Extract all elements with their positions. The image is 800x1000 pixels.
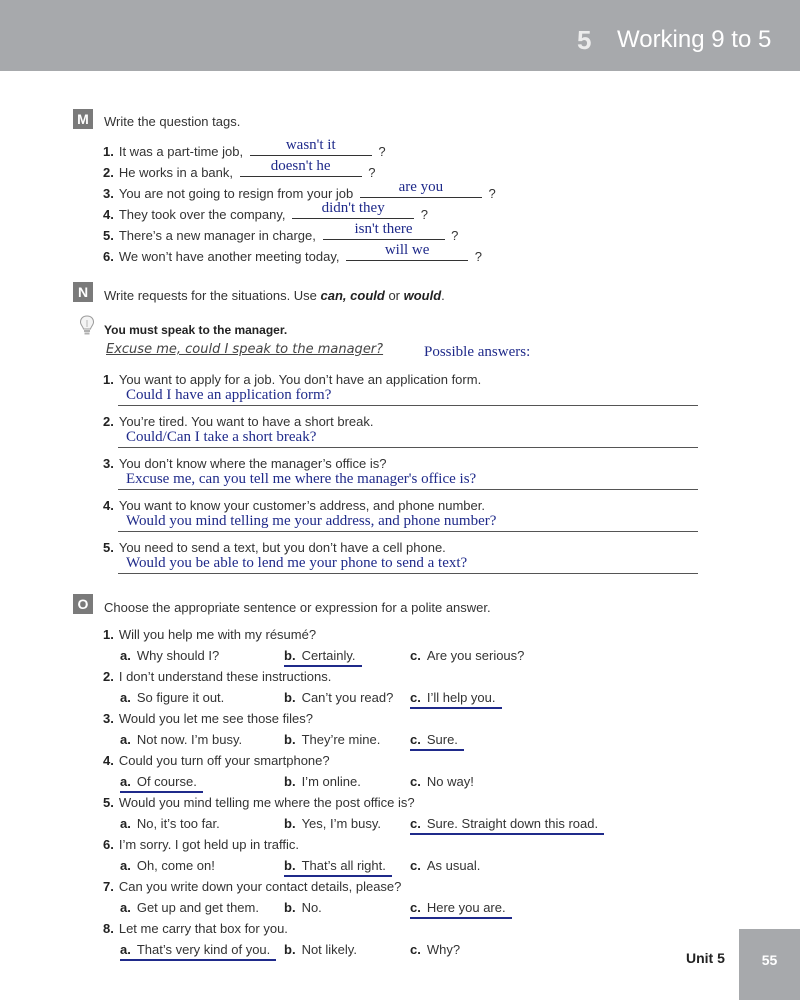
o-6-option-b[interactable]: b. That’s all right. bbox=[284, 858, 392, 877]
o-question-6: 6. I’m sorry. I got held up in traffic. bbox=[103, 837, 299, 852]
m-item-2: 2. He works in a bank, doesn't he ? bbox=[103, 158, 376, 180]
n-answer-line-5[interactable]: Would you be able to lend me your phone to send a text? bbox=[118, 556, 698, 574]
section-n-instruction: Write requests for the situations. Use can, could or would. bbox=[104, 288, 445, 303]
unit-title: Working 9 to 5 bbox=[617, 26, 772, 53]
m-item-5: 5. There’s a new manager in charge, isn't there ? bbox=[103, 221, 459, 243]
o-3-option-a[interactable]: a. Not now. I’m busy. bbox=[120, 732, 243, 747]
m-item-1: 1. It was a part-time job, wasn't it ? bbox=[103, 137, 386, 159]
o-7-option-c[interactable]: c. Here you are. bbox=[410, 900, 512, 919]
tip-text: You must speak to the manager. bbox=[104, 323, 288, 337]
n-question-2: 2. You’re tired. You want to have a short break. bbox=[103, 414, 374, 429]
o-1-option-c[interactable]: c. Are you serious? bbox=[410, 648, 525, 663]
o-5-option-c[interactable]: c. Sure. Straight down this road. bbox=[410, 816, 604, 835]
m-item-3: 3. You are not going to resign from your job are you ? bbox=[103, 179, 496, 201]
o-question-2: 2. I don’t understand these instructions. bbox=[103, 669, 332, 684]
o-4-option-c[interactable]: c. No way! bbox=[410, 774, 474, 789]
m-answer-blank-4[interactable]: didn't they bbox=[292, 204, 414, 219]
o-1-option-a[interactable]: a. Why should I? bbox=[120, 648, 220, 663]
o-question-1: 1. Will you help me with my résumé? bbox=[103, 627, 317, 642]
o-question-3: 3. Would you let me see those files? bbox=[103, 711, 313, 726]
m-item-6: 6. We won’t have another meeting today, will we ? bbox=[103, 242, 482, 264]
o-question-7: 7. Can you write down your contact details, please? bbox=[103, 879, 402, 894]
n-question-5: 5. You need to send a text, but you don’t have a cell phone. bbox=[103, 540, 446, 555]
o-5-option-b[interactable]: b. Yes, I’m busy. bbox=[284, 816, 382, 831]
o-5-option-a[interactable]: a. No, it’s too far. bbox=[120, 816, 220, 831]
o-8-option-c[interactable]: c. Why? bbox=[410, 942, 461, 957]
o-7-option-b[interactable]: b. No. bbox=[284, 900, 322, 915]
n-answer-line-1[interactable]: Could I have an application form? bbox=[118, 388, 698, 406]
m-answer-blank-5[interactable]: isn't there bbox=[323, 225, 445, 240]
o-2-option-b[interactable]: b. Can’t you read? bbox=[284, 690, 394, 705]
section-m-instruction: Write the question tags. bbox=[104, 114, 241, 129]
section-o-instruction: Choose the appropriate sentence or expression for a polite answer. bbox=[104, 600, 491, 615]
o-2-option-a[interactable]: a. So figure it out. bbox=[120, 690, 225, 705]
lightbulb-icon bbox=[78, 314, 96, 336]
o-question-4: 4. Could you turn off your smartphone? bbox=[103, 753, 330, 768]
o-4-option-a[interactable]: a. Of course. bbox=[120, 774, 203, 793]
page-header bbox=[0, 0, 800, 71]
m-answer-blank-6[interactable]: will we bbox=[346, 246, 468, 261]
o-2-option-c[interactable]: c. I’ll help you. bbox=[410, 690, 502, 709]
o-6-option-a[interactable]: a. Oh, come on! bbox=[120, 858, 215, 873]
o-7-option-a[interactable]: a. Get up and get them. bbox=[120, 900, 259, 915]
o-3-option-b[interactable]: b. They’re mine. bbox=[284, 732, 381, 747]
o-8-option-b[interactable]: b. Not likely. bbox=[284, 942, 357, 957]
example-answer: Excuse me, could I speak to the manager? bbox=[106, 342, 384, 357]
o-8-option-a[interactable]: a. That’s very kind of you. bbox=[120, 942, 276, 961]
m-item-4: 4. They took over the company, didn't they ? bbox=[103, 200, 429, 222]
section-m-badge: M bbox=[73, 109, 93, 129]
n-question-3: 3. You don’t know where the manager’s office is? bbox=[103, 456, 387, 471]
o-3-option-c[interactable]: c. Sure. bbox=[410, 732, 464, 751]
m-answer-blank-2[interactable]: doesn't he bbox=[240, 162, 362, 177]
n-answer-line-2[interactable]: Could/Can I take a short break? bbox=[118, 430, 698, 448]
m-answer-blank-1[interactable]: wasn't it bbox=[250, 141, 372, 156]
m-answer-blank-3[interactable]: are you bbox=[360, 183, 482, 198]
o-6-option-c[interactable]: c. As usual. bbox=[410, 858, 481, 873]
unit-number: 5 bbox=[577, 25, 592, 55]
n-question-4: 4. You want to know your customer’s address, and phone number. bbox=[103, 498, 485, 513]
n-answer-line-4[interactable]: Would you mind telling me your address, and phone number? bbox=[118, 514, 698, 532]
o-1-option-b[interactable]: b. Certainly. bbox=[284, 648, 362, 667]
o-question-8: 8. Let me carry that box for you. bbox=[103, 921, 288, 936]
o-4-option-b[interactable]: b. I’m online. bbox=[284, 774, 361, 789]
page-number: 55 bbox=[739, 929, 800, 1000]
n-answer-line-3[interactable]: Excuse me, can you tell me where the manager's office is? bbox=[118, 472, 698, 490]
n-question-1: 1. You want to apply for a job. You don’t have an application form. bbox=[103, 372, 482, 387]
section-o-badge: O bbox=[73, 594, 93, 614]
possible-answers-label: Possible answers: bbox=[424, 344, 531, 360]
o-question-5: 5. Would you mind telling me where the post office is? bbox=[103, 795, 415, 810]
footer-unit-label: Unit 5 bbox=[686, 950, 725, 966]
section-n-badge: N bbox=[73, 282, 93, 302]
